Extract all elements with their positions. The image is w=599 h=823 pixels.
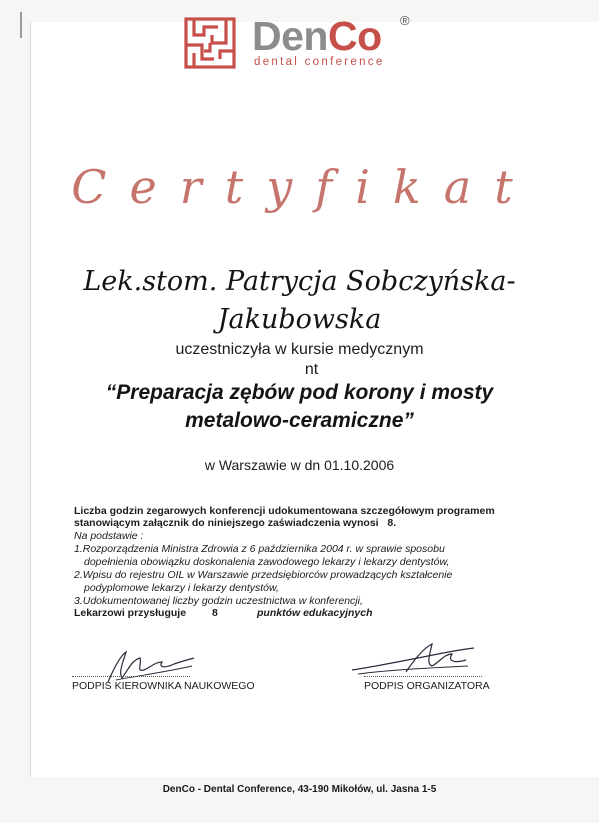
hours-line1: Liczba godzin zegarowych konferencji udokumentowana szczegółowym programem [74, 505, 495, 517]
participation-text: uczestniczyła w kursie medycznym [175, 341, 424, 358]
hours-line2 [74, 517, 396, 530]
organizer-signature [348, 636, 482, 678]
course-title-line2: metalowo-ceramiczne” [185, 409, 414, 432]
recipient-name-line2: Jakubowska [217, 304, 382, 335]
points-unit: punktów edukacyjnych [257, 607, 373, 619]
points-label: Lekarzowi przysługuje [74, 607, 187, 619]
left-signature-line [72, 676, 190, 677]
footer-address: DenCo - Dental Conference, 43-190 Mikołów, ul. Jasna 1-5 [162, 784, 437, 795]
brand-wordmark [252, 14, 382, 58]
brand-wordmark-den: Den [252, 13, 328, 59]
basis-item-3: 3.Udokumentowanej liczby godzin uczestnictwa w konferencji, [74, 595, 363, 607]
basis-item-1-cont: dopełnienia obowiązku doskonalenia zawodowego lekarzy i lekarzy dentystów, [84, 556, 450, 568]
maze-emblem-icon [184, 17, 236, 69]
hours-line2-text: stanowiącym załącznik do niniejszego zaświadczenia wynosi [74, 517, 379, 529]
brand-wordmark-co: Co [327, 13, 382, 59]
hours-value: 8. [387, 517, 397, 529]
basis-item-1: 1.Rozporządzenia Ministra Zdrowia z 6 października 2004 r. w sprawie sposobu [74, 543, 445, 555]
brand-subtitle: dental conference [254, 56, 385, 68]
registered-mark: ® [400, 13, 410, 28]
place-date: w Warszawie w dn 01.10.2006 [204, 457, 395, 473]
nt-text: nt [304, 361, 319, 378]
basis-item-2-cont: podyplomowe lekarzy i lekarzy dentystów, [84, 582, 279, 594]
basis-label: Na podstawie : [74, 530, 144, 542]
certificate-title: Certyfikat [71, 160, 536, 214]
recipient-name-line1: Lek.stom. Patrycja Sobczyńska- [83, 266, 516, 297]
right-signature-label: PODPIS ORGANIZATORA [364, 680, 490, 692]
course-title-line1: “Preparacja zębów pod korony i mosty [105, 381, 494, 404]
basis-item-2: 2.Wpisu do rejestru OIL w Warszawie przedsiębiorców prowadzących kształcenie [74, 569, 453, 581]
left-signature-label: PODPIS KIEROWNIKA NAUKOWEGO [72, 680, 255, 692]
scan-mark [20, 12, 22, 38]
right-signature-line [364, 676, 482, 677]
points-value: 8 [212, 607, 218, 619]
